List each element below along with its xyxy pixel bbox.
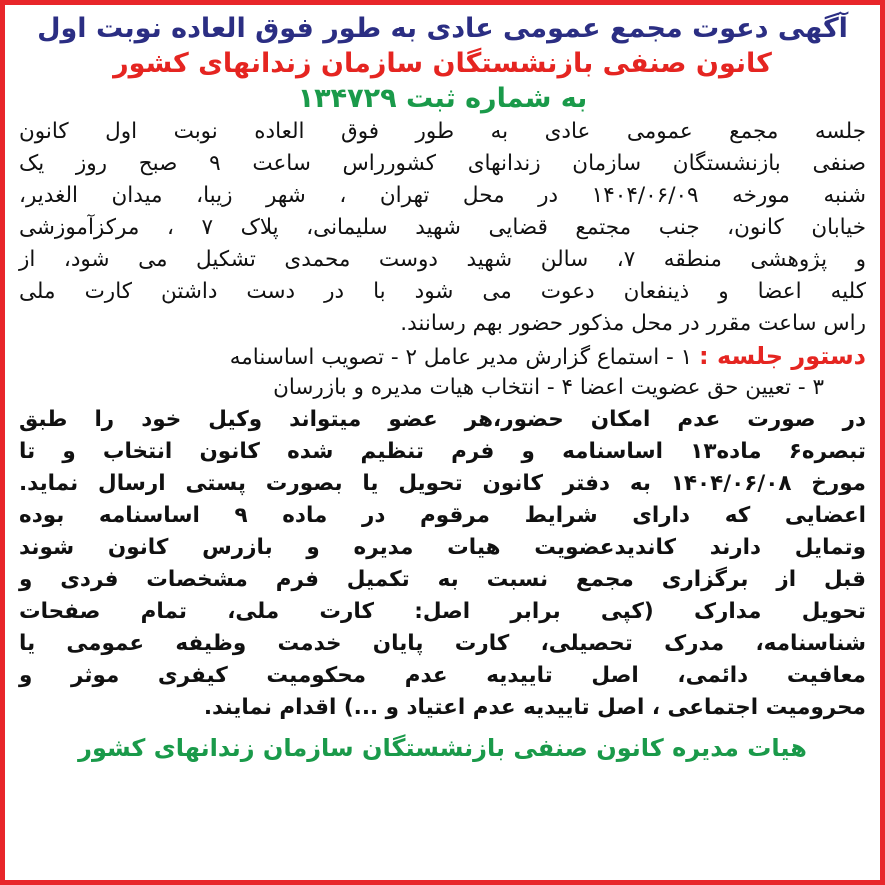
agenda-items-1-2: ۱ - استماع گزارش مدیر عامل ۲ - تصویب اساسنامه bbox=[229, 345, 693, 370]
candidacy-notice-line: محرومیت اجتماعی ، اصل تاییدیه عدم اعتیاد و ...) اقدام نمایند. bbox=[203, 695, 866, 720]
title-line-2: کانون صنفی بازنشستگان سازمان زندانهای کشور bbox=[113, 48, 772, 79]
invitation-line: کلیه اعضا و ذینفعان دعوت می شود با در دست داشتن کارت ملی bbox=[19, 279, 866, 304]
candidacy-notice-line: اعضایی که دارای شرایط مرقوم در ماده ۹ اساسنامه بوده bbox=[19, 503, 867, 528]
invitation-line: صنفی بازنشستگان سازمان زندانهای کشورراس ساعت ۹ صبح روز یک bbox=[19, 151, 866, 176]
invitation-line: و پژوهشی منطقه ۷، سالن شهید دوست محمدی تشکیل می شود، از bbox=[19, 247, 866, 272]
candidacy-notice-line: وتمایل دارند کاندیدعضویت هیات مدیره و بازرس کانون شوند bbox=[19, 535, 866, 560]
title-line-1: آگهی دعوت مجمع عمومی عادی به طور فوق العاده نوبت اول bbox=[37, 13, 848, 44]
agenda-items-3-4: ۳ - تعیین حق عضویت اعضا ۴ - انتخاب هیات مدیره و بازرسان bbox=[273, 375, 824, 400]
candidacy-notice-line: معافیت دائمی، اصل تاییدیه عدم محکومیت کیفری موثر و bbox=[19, 663, 866, 688]
agenda-section bbox=[19, 340, 866, 404]
proxy-notice-paragraph bbox=[19, 404, 866, 500]
agenda-line-1 bbox=[19, 340, 866, 372]
candidacy-notice-line: شناسنامه، مدرک تحصیلی، کارت پایان خدمت وظیفه عمومی یا bbox=[19, 631, 866, 656]
invitation-line: جلسه مجمع عمومی عادی به طور فوق العاده نوبت اول کانون bbox=[19, 119, 866, 144]
invitation-paragraph bbox=[19, 116, 866, 340]
footer-signature: هیات مدیره کانون صنفی بازنشستگان سازمان زندانهای کشور bbox=[78, 734, 807, 762]
agenda-label: دستور جلسه : bbox=[699, 342, 866, 370]
candidacy-notice-paragraph bbox=[19, 500, 866, 724]
proxy-notice-line: در صورت عدم امکان حضور،هر عضو میتواند وکیل خود را طبق bbox=[19, 407, 866, 432]
candidacy-notice-line: تحویل مدارک (کپی برابر اصل: کارت ملی، تمام صفحات bbox=[19, 599, 866, 624]
candidacy-notice-line: قبل از برگزاری مجمع نسبت به تکمیل فرم مشخصات فردی و bbox=[19, 567, 866, 592]
title-line-3-registration-number: به شماره ثبت ۱۳۴۷۲۹ bbox=[297, 83, 588, 114]
invitation-line: خیابان کانون، جنب مجتمع قضایی شهید سلیمانی، پلاک ۷ ، مرکزآموزشی bbox=[19, 215, 867, 240]
proxy-notice-line: تبصره۶ ماده۱۳ اساسنامه و فرم تنظیم شده کانون انتخاب و تا bbox=[19, 439, 866, 464]
notice-content bbox=[19, 11, 866, 874]
invitation-line: راس ساعت مقرر در محل مذکور حضور بهم رسانند. bbox=[400, 311, 866, 336]
proxy-notice-line: مورخ ۱۴۰۴/۰۶/۰۸ به دفتر کانون تحویل یا بصورت پستی ارسال نماید. bbox=[19, 471, 866, 496]
invitation-line: شنبه مورخه ۱۴۰۴/۰۶/۰۹ در محل تهران ، شهر زیبا، میدان الغدیر، bbox=[19, 183, 866, 208]
